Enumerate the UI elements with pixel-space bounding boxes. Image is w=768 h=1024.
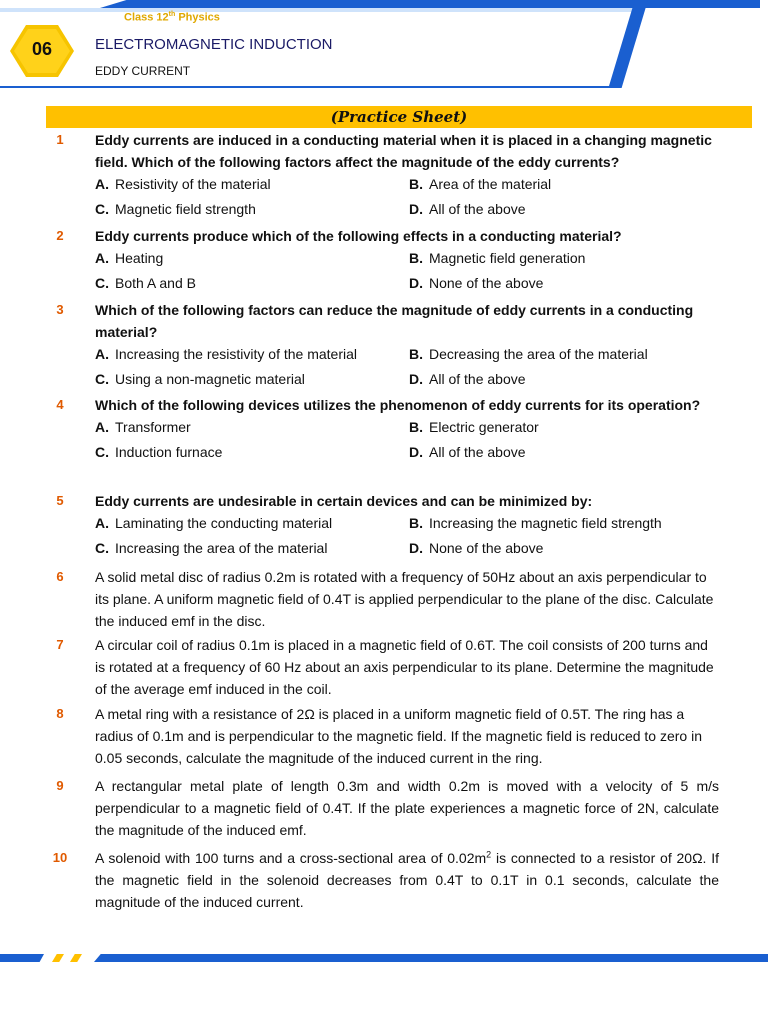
question-item <box>40 490 730 559</box>
banner-title: (Practice Sheet) <box>330 108 468 126</box>
question-item <box>40 775 730 841</box>
option-d: D. None of the above <box>409 540 544 556</box>
option-d: D. All of the above <box>409 201 526 217</box>
question-number: 2 <box>56 228 64 243</box>
option-list <box>95 247 719 294</box>
header-light-stripe <box>0 8 640 12</box>
option-d: D. All of the above <box>409 444 526 460</box>
option-c: C. Induction furnace <box>95 444 223 460</box>
question-text: A rectangular metal plate of length 0.3m and width 0.2m is moved with a velocity of 5 m/s perpendicular to a magnetic field of 0.4T. If the plate experiences a magnetic force of 2N, calculate the magnitude of the induced emf. <box>95 778 719 838</box>
option-d: D. None of the above <box>409 275 544 291</box>
option-c: C. Increasing the area of the material <box>95 540 328 556</box>
question-number: 6 <box>56 569 64 584</box>
practice-sheet-banner <box>46 106 752 128</box>
option-list <box>95 416 719 463</box>
question-number: 5 <box>56 493 64 508</box>
option-list <box>95 512 719 559</box>
question-text: A solenoid with 100 turns and a cross-sectional area of $0.02m^2$ is connected to a resistor of 20Ω. If the magnetic field in the solenoid decreases from 0.4T to 0.1T in 0.1 seconds, calculate the magnitude of the induced current. <box>95 849 720 910</box>
question-item <box>40 299 730 390</box>
footer-yellow-mark <box>70 954 82 962</box>
question-number: 10 <box>52 850 68 865</box>
option-b: B. Increasing the magnetic field strength <box>409 515 662 531</box>
option-a: A. Resistivity of the material <box>95 176 271 192</box>
topic-title: EDDY CURRENT <box>95 64 191 78</box>
question-item <box>40 225 730 294</box>
option-a: A. Increasing the resistivity of the material <box>95 346 357 362</box>
question-number: 1 <box>56 132 64 147</box>
option-c: C. Both A and B <box>95 275 196 291</box>
header-divider <box>0 86 618 88</box>
question-text: Which of the following devices utilizes the phenomenon of eddy currents for its operation? <box>95 397 701 413</box>
chapter-number: 06 <box>31 39 53 59</box>
option-b: B. Area of the material <box>409 176 552 192</box>
header-slant-accent <box>604 0 648 88</box>
option-b: B. Decreasing the area of the material <box>409 346 648 362</box>
option-d: D. All of the above <box>409 371 526 387</box>
question-number: 9 <box>56 778 64 793</box>
footer-stripe <box>94 954 768 962</box>
option-a: A. Heating <box>95 250 164 266</box>
question-text: A circular coil of radius 0.1m is placed in a magnetic field of 0.6T. The coil consists of 200 turns and is rotated at a frequency of 60 Hz about an axis perpendicular to its plane. Determine the magnitude of the average emf induced in the coil. <box>95 637 714 697</box>
question-text: A solid metal disc of radius 0.2m is rotated with a frequency of 50Hz about an axis perpendicular to its plane. A uniform magnetic field of 0.4T is applied perpendicular to the plane of the disc. Calculate the induced emf in the disc. <box>95 569 714 629</box>
question-text: Eddy currents produce which of the following effects in a conducting material? <box>95 228 622 244</box>
class-label: Class 12th Physics <box>124 11 220 24</box>
option-a: A. Transformer <box>95 419 191 435</box>
question-item <box>40 566 730 632</box>
question-number: 8 <box>56 706 64 721</box>
question-item <box>40 394 730 463</box>
question-item <box>40 634 730 700</box>
footer-left-stripe <box>0 954 44 962</box>
question-item <box>40 703 730 769</box>
question-text: Eddy currents are undesirable in certain devices and can be minimized by: <box>95 493 593 509</box>
option-b: B. Magnetic field generation <box>409 250 586 266</box>
option-c: C. Using a non-magnetic material <box>95 371 305 387</box>
header-top-stripe <box>100 0 760 8</box>
chapter-badge <box>10 25 74 77</box>
question-text: A metal ring with a resistance of 2Ω is placed in a uniform magnetic field of 0.5T. The ring has a radius of 0.1m and is perpendicular to the magnetic field. If the magnetic field is reduced to zero in 0.05 seconds, calculate the magnitude of the induced current in the ring. <box>95 706 703 766</box>
question-number: 7 <box>56 637 64 652</box>
option-a: A. Laminating the conducting material <box>95 515 333 531</box>
option-b: B. Electric generator <box>409 419 539 435</box>
question-item <box>40 847 730 913</box>
question-number: 4 <box>56 397 64 412</box>
footer-yellow-mark <box>52 954 64 962</box>
question-text: Eddy currents are induced in a conducting material when it is placed in a changing magnetic field. Which of the following factors affect the magnitude of the eddy currents? <box>95 132 712 170</box>
option-list <box>95 343 719 390</box>
question-text: Which of the following factors can reduce the magnitude of eddy currents in a conducting material? <box>95 302 694 340</box>
chapter-title: ELECTROMAGNETIC INDUCTION <box>95 36 333 53</box>
question-number: 3 <box>56 302 64 317</box>
option-c: C. Magnetic field strength <box>95 201 256 217</box>
option-list <box>95 173 719 220</box>
question-item <box>40 129 730 220</box>
